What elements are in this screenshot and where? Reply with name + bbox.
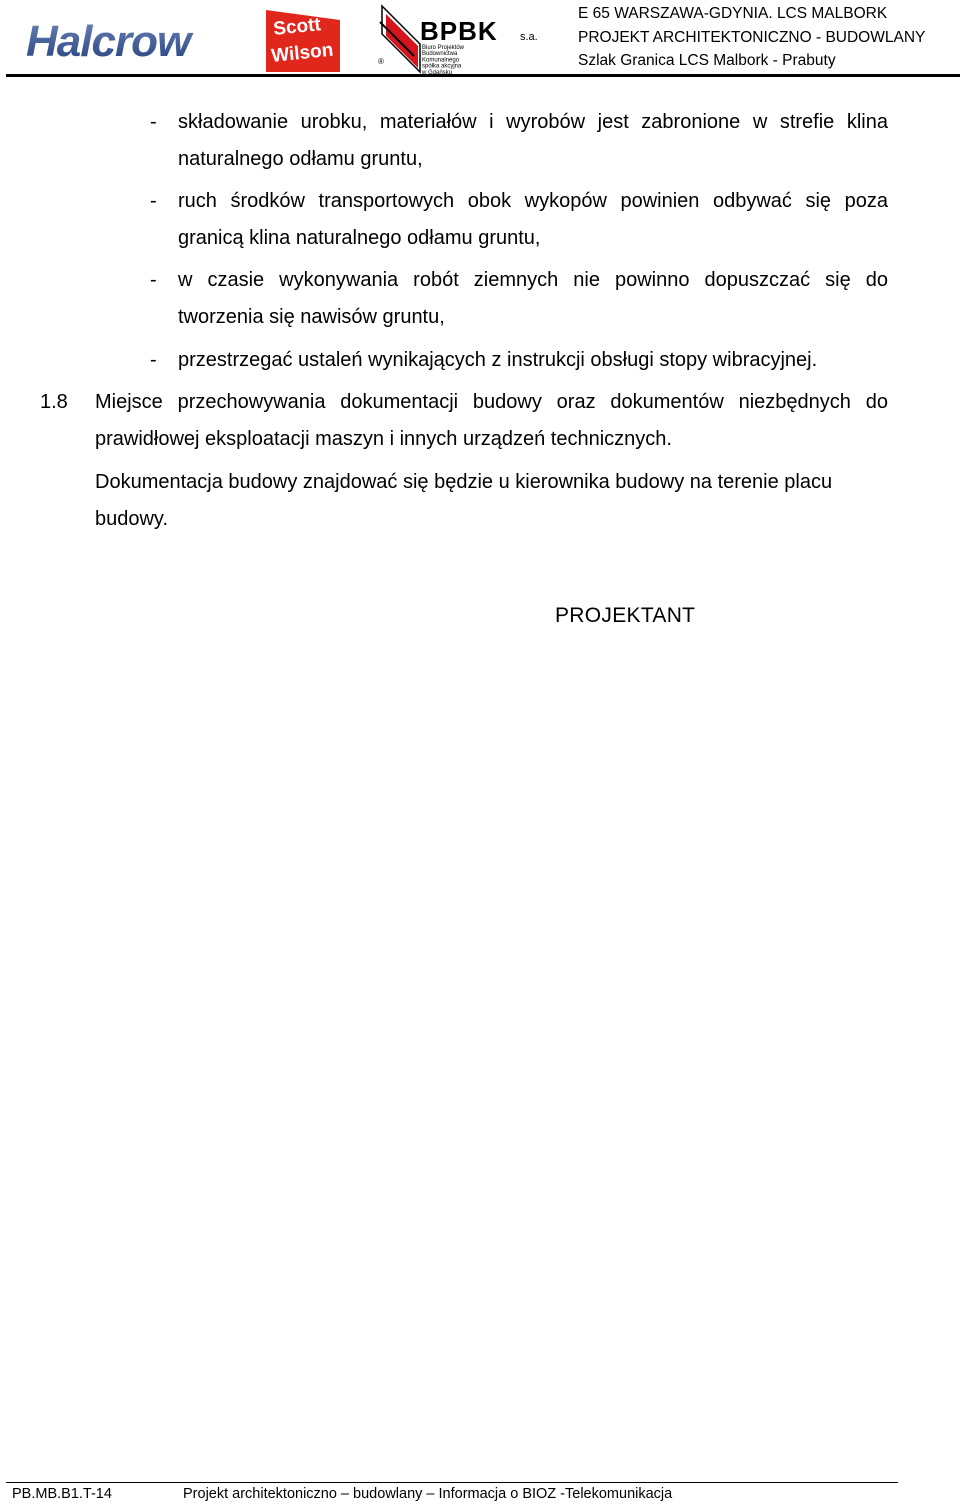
footer-document-code: PB.MB.B1.T-14	[12, 1486, 112, 1502]
bullet-item	[150, 183, 888, 257]
bullet-item	[150, 104, 888, 178]
bullet-text: składowanie urobku, materiałów i wyrobów jest zabronione w strefie klina naturalnego odłamu gruntu,	[178, 111, 888, 170]
bullet-text: w czasie wykonywania robót ziemnych nie powinno dopuszczać się do tworzenia się nawisów gruntu,	[178, 269, 888, 328]
svg-text:Budownictwa: Budownictwa	[422, 51, 458, 58]
bullet-dash: -	[150, 111, 157, 133]
svg-text:w Gdańsku: w Gdańsku	[422, 69, 453, 74]
section-heading	[40, 384, 888, 458]
section-title: Miejsce przechowywania dokumentacji budowy oraz dokumentów niezbędnych do prawidłowej eksploatacji maszyn i innych urządzeń technicznych.	[95, 391, 888, 450]
footer-document-title: Projekt architektoniczno – budowlany – Informacja o BIOZ -Telekomunikacja	[183, 1486, 673, 1502]
bpbk-logo	[378, 4, 544, 74]
svg-text:Halcrow: Halcrow	[26, 17, 191, 66]
header-line-route: E 65 WARSZAWA-GDYNIA. LCS MALBORK	[578, 5, 888, 22]
footer-divider	[6, 1482, 898, 1483]
bullet-item	[150, 262, 888, 336]
bullet-dash: -	[150, 190, 157, 212]
svg-text:Komunalnego: Komunalnego	[422, 57, 460, 64]
header-project-info	[578, 2, 958, 73]
bullet-item	[150, 342, 888, 379]
svg-text:Scott: Scott	[272, 14, 322, 40]
bullet-text: ruch środków transportowych obok wykopów powinien odbywać się poza granicą klina naturalnego odłamu gruntu,	[178, 190, 888, 249]
header-line-project-type: PROJEKT ARCHITEKTONICZNO - BUDOWLANY	[578, 28, 926, 46]
svg-text:spółka akcyjna: spółka akcyjna	[422, 63, 462, 70]
section-number: 1.8	[40, 391, 68, 413]
svg-text:®: ®	[378, 57, 384, 66]
designer-signature-label: PROJEKTANT	[555, 604, 696, 627]
header-divider	[6, 74, 960, 77]
bullet-dash: -	[150, 269, 157, 291]
svg-text:s.a.: s.a.	[520, 31, 538, 43]
section-paragraph: Dokumentacja budowy znajdować się będzie u kierownika budowy na terenie placu budowy.	[95, 471, 833, 530]
halcrow-logo	[24, 14, 208, 68]
bullet-dash: -	[150, 349, 157, 371]
svg-text:Biuro Projektów: Biuro Projektów	[422, 45, 465, 51]
page-header	[0, 0, 960, 78]
scott-wilson-logo	[264, 8, 342, 74]
svg-text:BPBK: BPBK	[420, 16, 498, 46]
svg-text:Wilson: Wilson	[270, 39, 335, 67]
header-line-section: Szlak Granica LCS Malbork - Prabuty	[578, 52, 836, 69]
bullet-text: przestrzegać ustaleń wynikających z instrukcji obsługi stopy wibracyjnej.	[178, 349, 818, 371]
